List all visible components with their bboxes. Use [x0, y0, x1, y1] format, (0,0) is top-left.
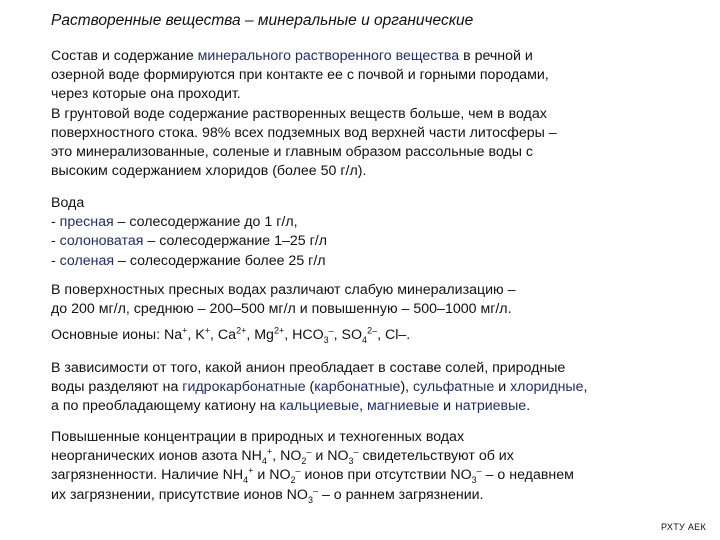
paragraph-nitrogen-ions: Повышенные концентрации в природных и техногенных водах неорганических ионов азота $NH_4^+$, $NO_2^-$ и $NO_3^-$ свидетельствуют об их загрязненности. Наличие $NH_4^+$ и $NO_2^-$ ионов при отсутствии $NO_3^-$ – о недавнем их загрязнении, присутствие ионов $NO_3^-$ – о раннем загрязнении.: [51, 429, 574, 505]
term-mineral-substance: минерального растворенного вещества: [197, 48, 460, 64]
list-item: - пресная – солесодержание до 1 г/л,: [51, 214, 298, 231]
list-item: - солоноватая – солесодержание 1–25 г/л: [51, 233, 327, 250]
paragraph-mineralization: В поверхностных пресных водах различают слабую минерализацию – до 200 мг/л, среднюю – 200–500 мг/л и повышенную – 500–1000 мг/л.: [51, 282, 516, 318]
paragraph-water-types: Вода - пресная – солесодержание до 1 г/л, - солоноватая – солесодержание 1–25 г/л - соленая – солесодержание более 25 г/л: [51, 194, 691, 271]
paragraph-classification: В зависимости от того, какой анион преобладает в составе солей, природные воды разделяют на гидрокарбонатные (карбонатные), сульфатные и хлоридные, а по преобладающему катиону на кальциевые, магниевые и натриевые.: [51, 360, 588, 415]
list-item: - соленая – солесодержание более 25 г/л: [51, 252, 326, 269]
footer-label: РХТУ АЕК: [661, 522, 706, 532]
paragraph-main-ions: Основные ионы: Na+, K+, $Ca^{2+}$, $Mg^{2+}$, $HCO_3^-$, $SO_4^{2-}$, Cl–.: [51, 325, 411, 345]
paragraph-composition: Состав и содержание минерального растворенного вещества в речной и озерной воде формируются при контакте ее с почвой и горными породами, через которые она проходит. В грунтовой воде содержание растворенных веществ больше, чем в водах поверхностного стока. 98% всех подземных вод верхней части литосферы – это минерализованные, соленые и главным образом рассольные воды с высоким содержанием хлоридов (более 50 г/л).: [51, 48, 557, 180]
slide-title: Растворенные вещества – минеральные и органические: [51, 12, 474, 29]
